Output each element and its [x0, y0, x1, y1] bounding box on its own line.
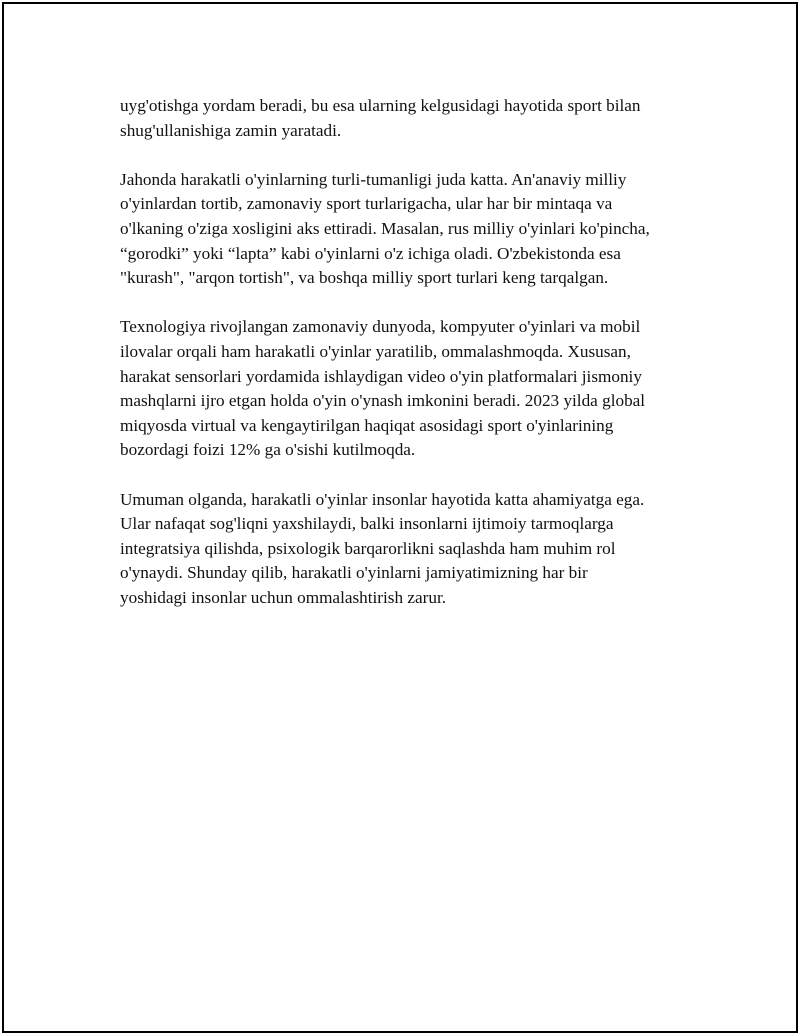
- text-line: Ular nafaqat sog'liqni yaxshilaydi, balki insonlarni ijtimoiy tarmoqlarga: [120, 514, 614, 534]
- paragraph-4: [120, 488, 712, 611]
- text-line: ilovalar orqali ham harakatli o'yinlar yaratilib, ommalashmoqda. Xususan,: [120, 341, 631, 361]
- text-line: mashqlarni ijro etgan holda o'yin o'ynash imkonini beradi. 2023 yilda global: [120, 391, 646, 411]
- text-line: Umuman olganda, harakatli o'yinlar insonlar hayotida katta ahamiyatga ega.: [120, 489, 645, 509]
- paragraph-3: [120, 315, 712, 463]
- text-line: miqyosda virtual va kengaytirilgan haqiqat asosidagi sport o'yinlarining: [120, 415, 614, 435]
- text-line: harakat sensorlari yordamida ishlaydigan video o'yin platformalari jismoniy: [120, 366, 642, 386]
- text-line: “gorodki” yoki “lapta” kabi o'yinlarni o'z ichiga oladi. O'zbekistonda esa: [120, 243, 621, 263]
- text-line: uyg'otishga yordam beradi, bu esa ularning kelgusidagi hayotida sport bilan: [120, 96, 641, 115]
- document-page: [2, 2, 798, 1033]
- text-line: integratsiya qilishda, psixologik barqarorlikni saqlashda ham muhim rol: [120, 538, 616, 558]
- text-line: "kurash", "arqon tortish", va boshqa milliy sport turlari keng tarqalgan.: [120, 268, 609, 288]
- text-line: yoshidagi insonlar uchun ommalashtirish zarur.: [120, 587, 447, 607]
- text-line: o'yinlardan tortib, zamonaviy sport turlarigacha, ular har bir mintaqa va: [120, 194, 613, 214]
- document-body: [120, 94, 712, 635]
- text-line: shug'ullanishiga zamin yaratadi.: [120, 120, 342, 140]
- text-line: Texnologiya rivojlangan zamonaviy dunyoda, kompyuter o'yinlari va mobil: [120, 317, 641, 337]
- text-line: o'ynaydi. Shunday qilib, harakatli o'yinlarni jamiyatimizning har bir: [120, 563, 588, 583]
- text-line: bozordagi foizi 12% ga o'sishi kutilmoqda.: [120, 440, 416, 460]
- paragraph-1: [120, 94, 712, 143]
- text-line: Jahonda harakatli o'yinlarning turli-tumanligi juda katta. An'anaviy milliy: [120, 169, 627, 189]
- text-line: o'lkaning o'ziga xosligini aks ettiradi. Masalan, rus milliy o'yinlari ko'pincha,: [120, 218, 650, 238]
- paragraph-2: [120, 168, 712, 291]
